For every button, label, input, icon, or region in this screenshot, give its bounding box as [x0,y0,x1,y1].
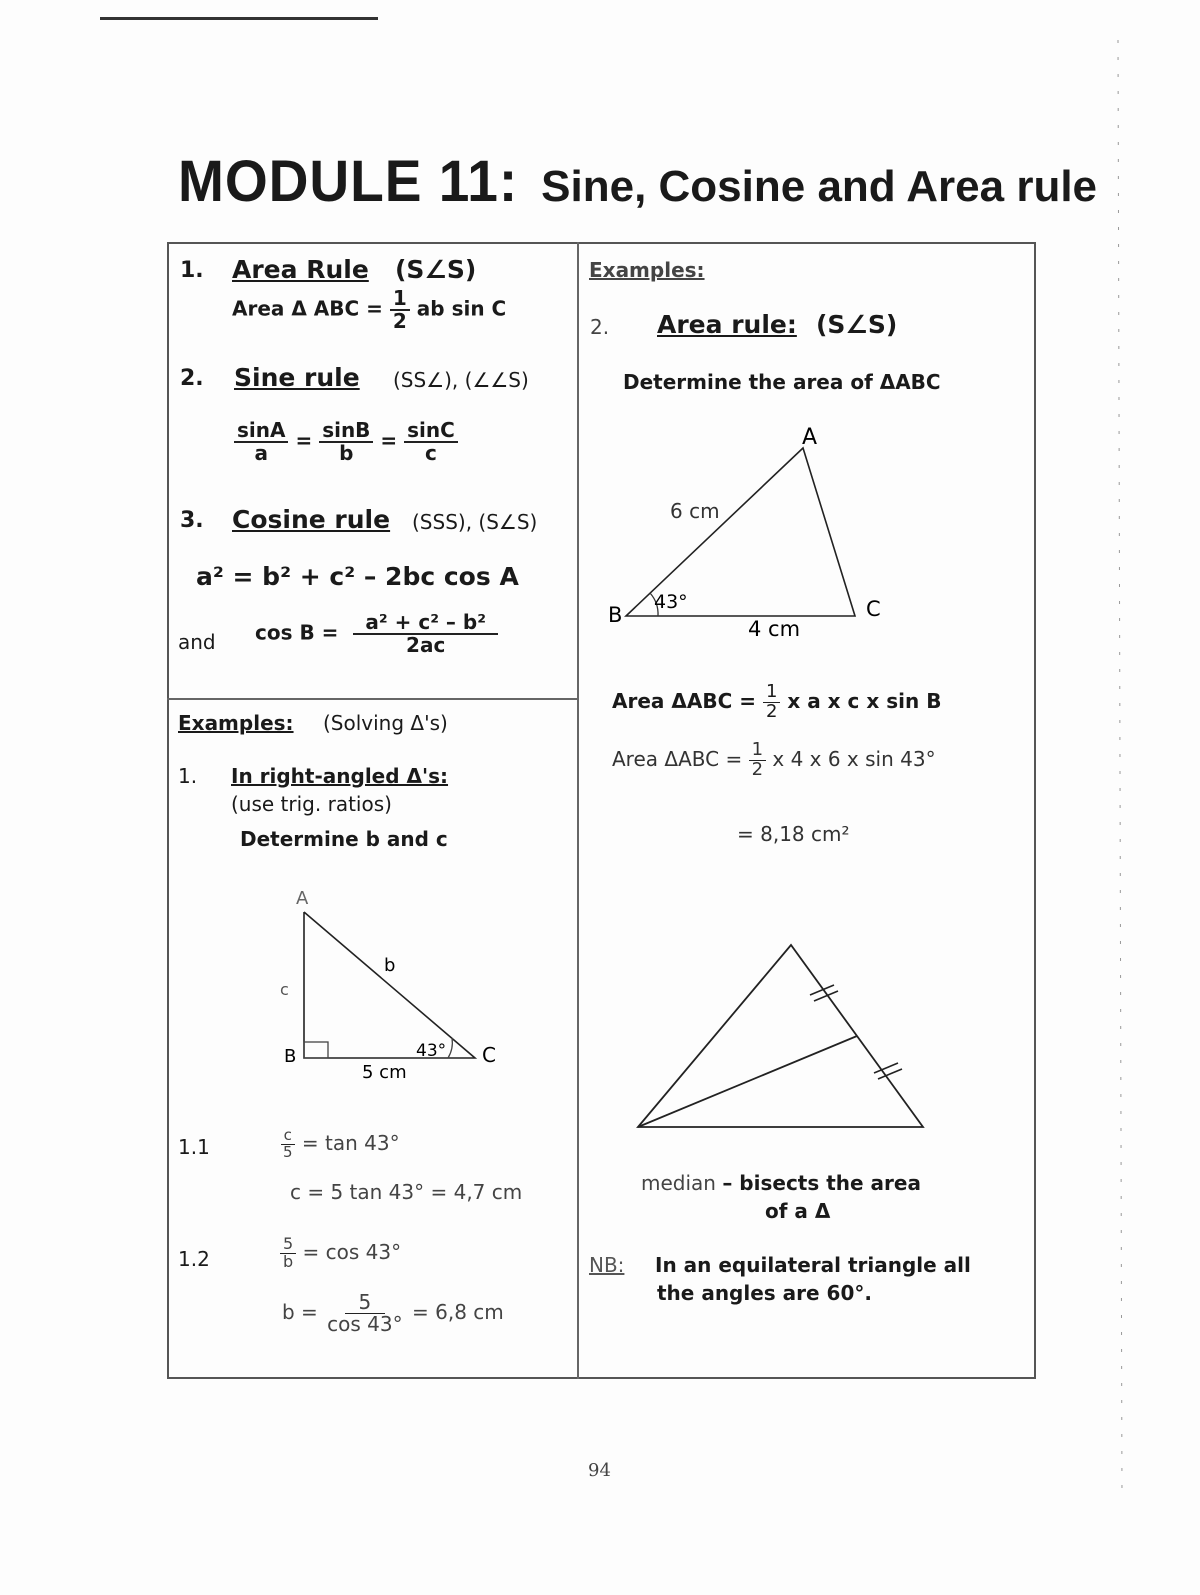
frac-num: 1 [763,683,780,703]
and-label: and [178,630,216,654]
median-line [638,1036,857,1127]
triangle-outline [304,912,475,1058]
item-number: 3. [180,508,204,533]
cosb-formula [255,612,498,656]
area-result: = 8,18 cm² [737,822,850,846]
sine-rule-tags: (SS∠), (∠∠S) [393,368,529,392]
frac-den: 5 [283,1142,293,1161]
frac-num: c [281,1128,295,1145]
step-number: 1.1 [178,1135,210,1159]
step-1-2-eq [280,1236,401,1271]
frac-num: sinB [319,420,373,443]
fraction-5-cos [324,1292,405,1335]
fraction-half [763,683,780,722]
angle-arc [448,1038,452,1058]
page-number: 94 [588,1460,611,1481]
column-divider [577,242,579,1379]
median-note-line1 [641,1171,921,1195]
examples-note: (Solving Δ's) [323,711,448,735]
right-triangle-diagram [270,880,520,1090]
frac-num: 5 [345,1292,386,1314]
top-rule [100,17,378,20]
triangle-outline [638,945,923,1127]
determine-area: Determine the area of ΔABC [623,370,941,394]
step-1-2-result [282,1292,504,1335]
formula-rhs: ab sin C [416,296,507,321]
side-c-label: c [280,980,289,999]
fraction-5-b [280,1236,296,1271]
frac-den: c [425,441,437,465]
step-rhs: = tan 43° [301,1130,400,1155]
fraction-sinc [404,420,458,464]
area-rule-heading: Area Rule [232,255,369,284]
module-subtitle: Sine, Cosine and Area rule [541,162,1098,211]
formula-lhs: Area Δ ABC = [232,296,383,321]
frac-num: 1 [390,288,410,311]
page-title [178,148,1097,215]
area-triangle-diagram [600,420,900,650]
side-label: 6 cm [670,499,720,523]
section-divider [167,698,578,700]
eq-rhs: x 4 x 6 x sin 43° [772,746,936,771]
cosine-formula: a² = b² + c² – 2bc cos A [196,562,519,591]
step-number: 1.2 [178,1247,210,1271]
sine-rule-heading: Sine rule [234,363,360,392]
step-1-1-result: c = 5 tan 43° = 4,7 cm [290,1180,523,1204]
area-formula [232,288,506,332]
fraction-half [390,288,410,332]
area-eq-2 [612,741,936,780]
trig-note: (use trig. ratios) [231,792,392,816]
edge-dashes [1118,40,1122,1500]
base-label: 4 cm [748,617,801,641]
frac-den: cos 43° [327,1312,403,1336]
frac-den: b [283,1251,294,1271]
vertex-b: B [608,603,623,627]
equals: = [295,428,313,453]
vertex-c: C [866,597,881,621]
median-desc: – bisects the area [722,1171,921,1195]
frac-den: 2 [765,700,778,722]
examples-heading: Examples: [178,711,294,735]
area-eq-1 [612,683,941,722]
eq-lhs: Area ΔABC = [612,688,756,713]
median-word: median [641,1171,716,1195]
frac-num: sinC [404,420,458,443]
angle-tag: (S∠S) [816,310,898,339]
frac-den: b [339,441,354,465]
angle-label: 43° [416,1041,447,1061]
sine-rule-formula [234,420,458,464]
area-rule-example-heading: Area rule: [657,310,797,339]
vertex-a: A [802,425,818,450]
base-label: 5 cm [362,1062,407,1083]
frac-num: 1 [749,741,766,761]
cosine-rule-heading: Cosine rule [232,505,391,534]
angle-label: 43° [654,591,688,613]
right-angle-marker [304,1042,328,1058]
fraction-sinb [319,420,373,464]
angle-tag: (S∠S) [395,255,477,284]
vertex-a: A [296,888,309,909]
nb-line2: the angles are 60°. [657,1281,872,1305]
nb-line1: In an equilateral triangle all [655,1253,971,1277]
frac-num: sinA [234,420,288,443]
frac-den: 2ac [406,633,446,657]
scan-edge-marks [1110,40,1130,1500]
nb-label: NB: [589,1253,625,1277]
right-angled-heading: In right-angled Δ's: [231,764,449,788]
eq-lhs: Area ΔABC = [612,746,743,771]
eq-rhs: x a x c x sin B [787,688,942,713]
median-triangle-diagram [630,935,940,1145]
side-b-label: b [384,955,396,976]
b-lhs: b = [282,1300,318,1324]
cosb-fraction [353,612,498,656]
determine-b-c: Determine b and c [240,827,448,851]
item-number: 1. [178,764,198,788]
cosine-rule-tags: (SSS), (S∠S) [412,510,538,534]
item-number: 2. [180,366,204,391]
item-number: 2. [590,315,610,339]
module-label: MODULE 11: [178,149,519,214]
vertex-c: C [482,1043,496,1067]
step-1-1-eq [280,1128,400,1161]
median-note-line2: of a Δ [765,1199,831,1223]
fraction-half [749,741,766,780]
item-number: 1. [180,258,204,283]
frac-num: a² + c² – b² [353,612,498,635]
fraction-c-5 [280,1128,296,1161]
b-result: = 6,8 cm [412,1300,504,1324]
cosb-lhs: cos B = [255,620,339,645]
equals: = [380,428,398,453]
frac-den: 2 [392,309,407,333]
frac-den: 2 [751,758,764,780]
fraction-sina [234,420,288,464]
frac-den: a [254,441,268,465]
frac-num: 5 [280,1236,296,1254]
vertex-b: B [284,1046,297,1067]
examples-heading: Examples: [589,258,705,282]
step-rhs: = cos 43° [302,1239,402,1264]
